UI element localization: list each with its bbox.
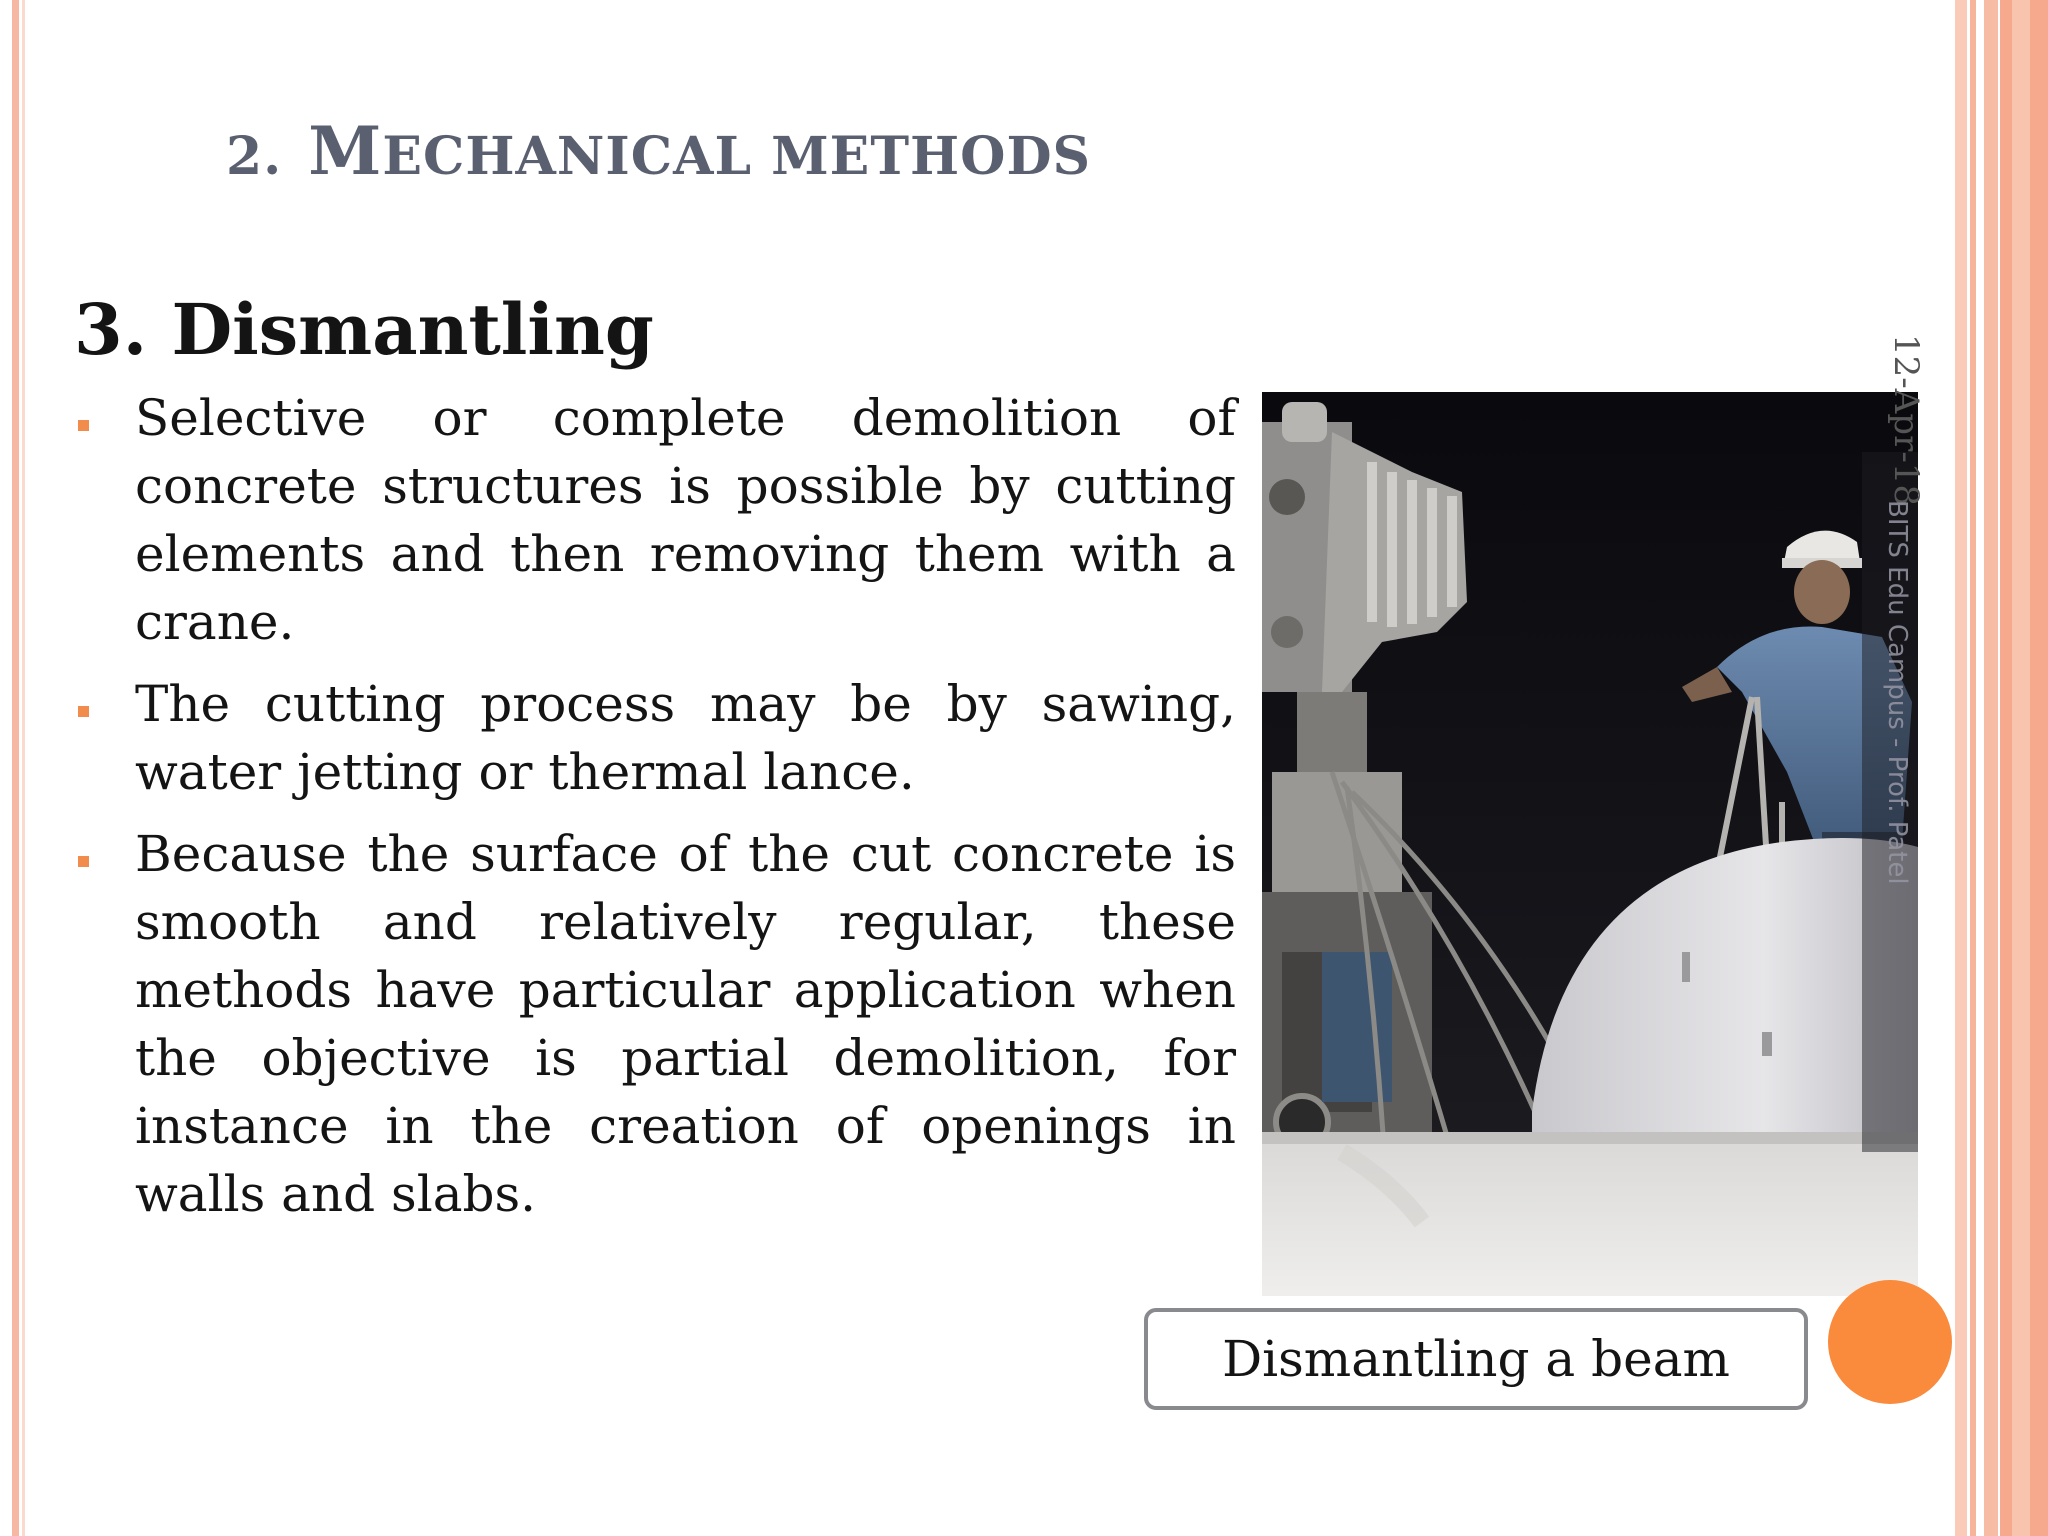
left-border-stripe	[12, 0, 19, 1536]
caption-box	[1144, 1308, 1808, 1410]
photo-illustration	[1262, 392, 1918, 1296]
slide-title-initial: M	[308, 112, 383, 190]
watermark-text: BITS Edu Campus - Prof. Patel	[1882, 500, 1912, 885]
slide-title-word: ECHANICAL	[382, 126, 753, 187]
bullet-item	[74, 820, 1236, 1228]
caption-text: Dismantling a beam	[1222, 1330, 1730, 1388]
square-bullet-icon	[78, 420, 89, 431]
bullet-list	[74, 384, 1236, 1242]
right-border-band	[2012, 0, 2030, 1536]
bullet-item	[74, 384, 1236, 656]
square-bullet-icon	[78, 706, 89, 717]
bullet-text: Because the surface of the cut concrete is smooth and relatively regular, these methods have particular application when the objective is partial demolition, for instance in the creation of openings in walls and slabs.	[135, 825, 1236, 1223]
dismantling-beam-photo	[1262, 392, 1918, 1296]
right-border-band	[1984, 0, 1998, 1536]
bullet-item	[74, 670, 1236, 806]
left-border-stripe-inner	[22, 0, 25, 1536]
slide-title	[226, 112, 1091, 190]
date-label: 12-Apr-18	[1886, 334, 1926, 507]
bullet-text: Selective or complete demolition of concrete structures is possible by cutting elements and then removing them with a crane.	[135, 389, 1236, 651]
bullet-text: The cutting process may be by sawing, water jetting or thermal lance.	[135, 675, 1236, 801]
slide-title-number: 2.	[226, 126, 283, 187]
right-border-band	[1955, 0, 1967, 1536]
square-bullet-icon	[78, 856, 89, 867]
section-heading: 3. Dismantling	[74, 288, 654, 371]
slide-title-word: METHODS	[771, 126, 1092, 187]
right-border-band	[1970, 0, 1976, 1536]
orange-circle-decoration	[1828, 1280, 1952, 1404]
